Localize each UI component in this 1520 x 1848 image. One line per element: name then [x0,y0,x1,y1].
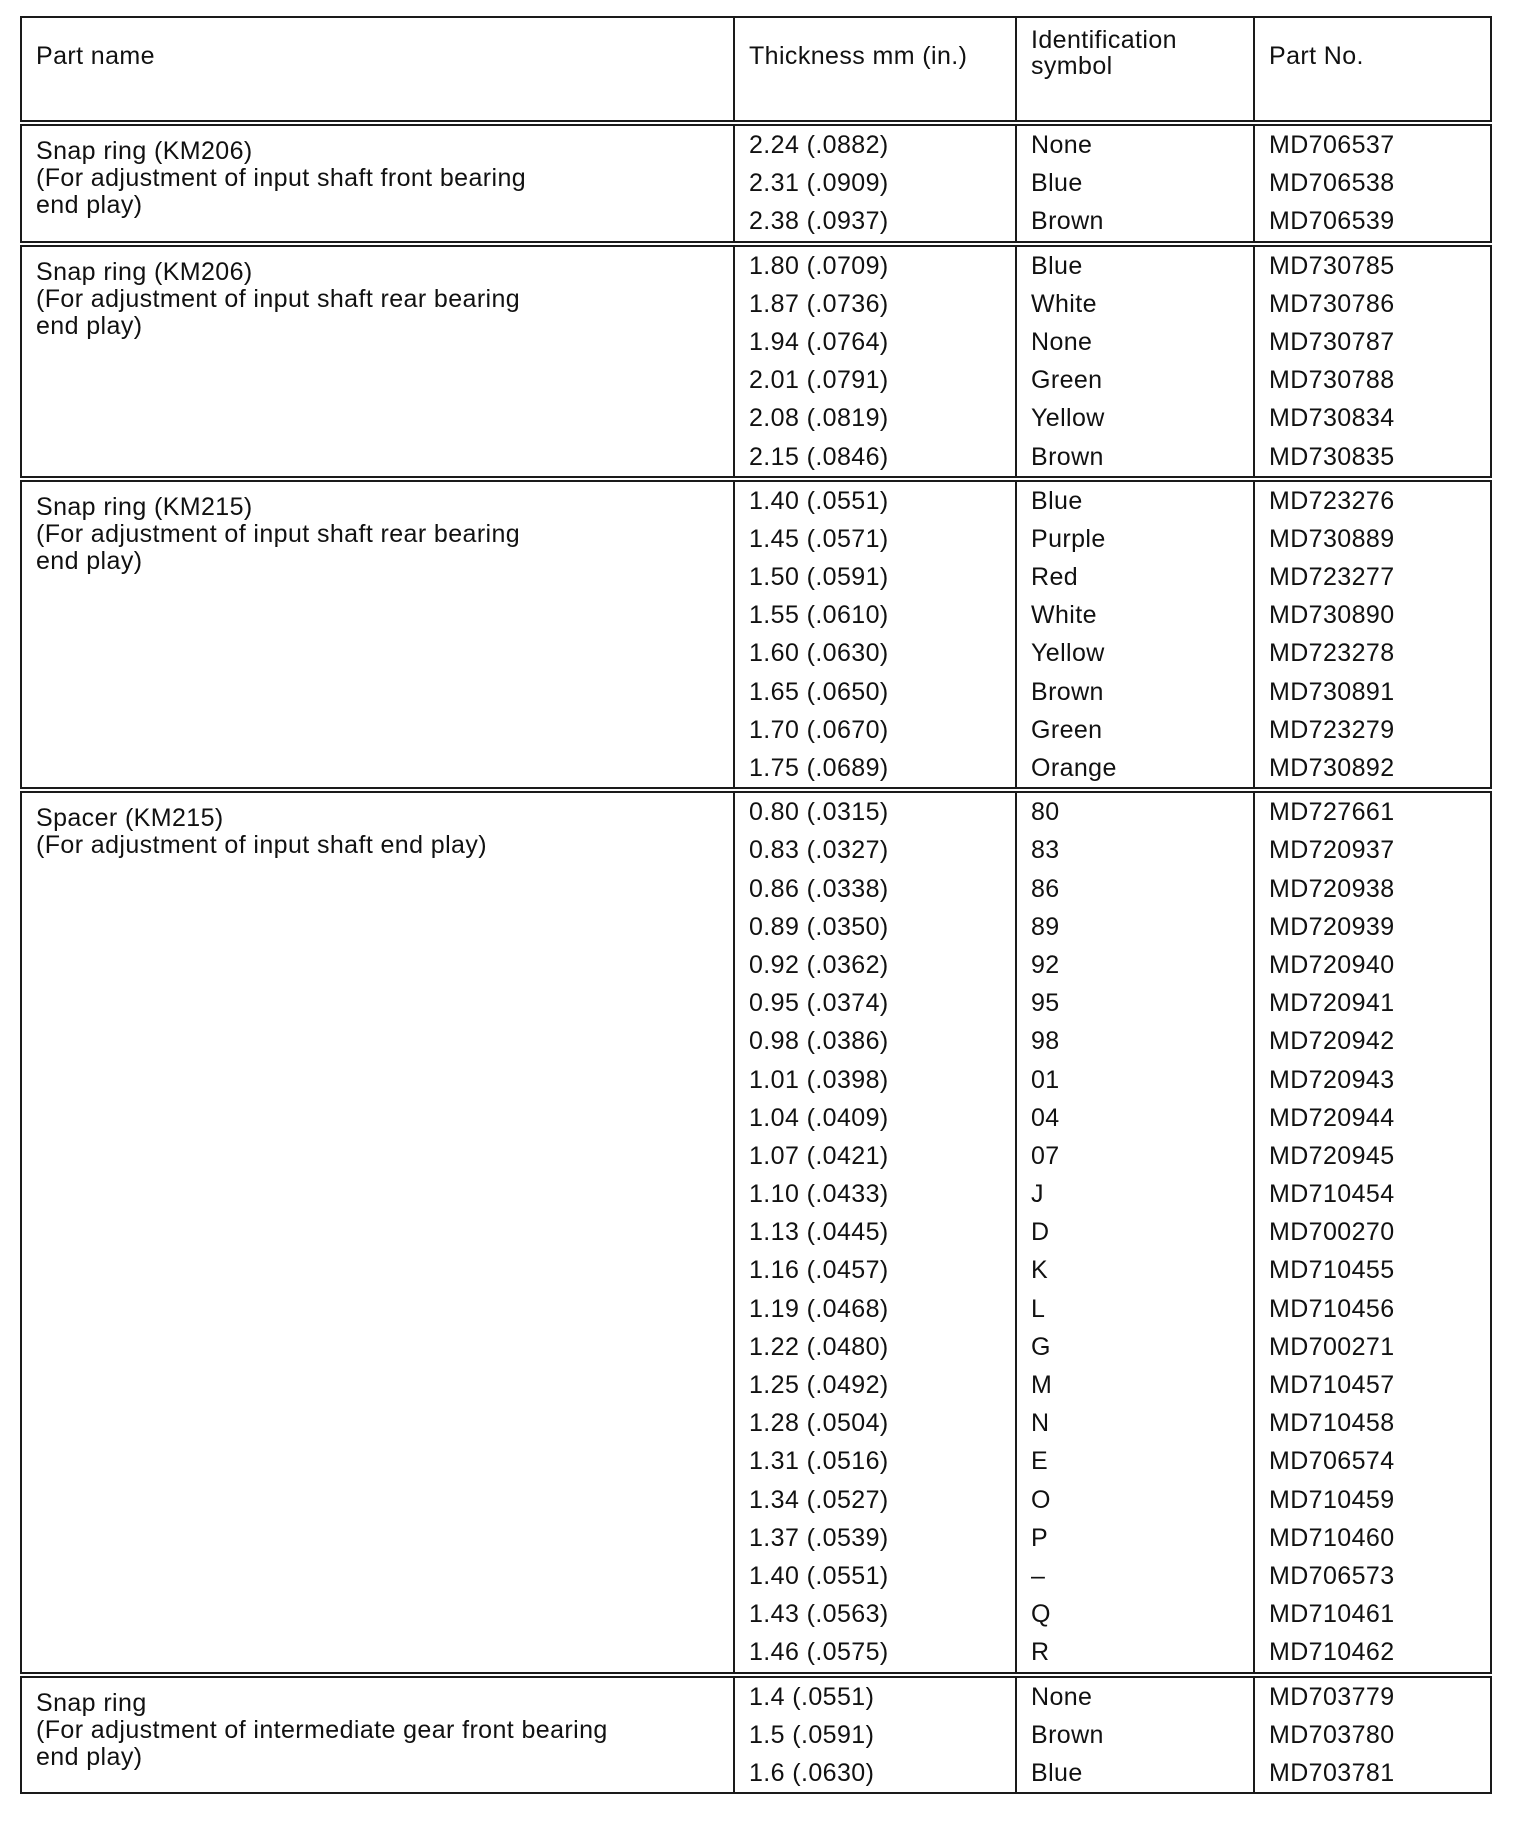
symbol-cell-list [1031,482,1239,788]
part-name-line: (For adjustment of intermediate gear front bearing [36,1715,608,1744]
part-no-value: MD730786 [1269,289,1395,318]
part-name-line: Spacer (KM215) [36,804,224,833]
part-no-value: MD710456 [1269,1294,1395,1323]
thickness-value: 1.80 (.0709) [749,251,889,280]
thickness-cell-list [749,482,1001,788]
symbol-value: K [1031,1256,1049,1285]
part-no-value: MD723277 [1269,563,1395,592]
symbol-value: 89 [1031,912,1060,941]
part-name-line: end play) [36,1742,143,1771]
thickness-value: 1.25 (.0492) [749,1371,889,1399]
thickness-value: 1.4 (.0551) [749,1682,875,1711]
part-no-value: MD710461 [1269,1600,1395,1629]
symbol-cell [1016,790,1254,1674]
part-no-value: MD710455 [1269,1256,1395,1285]
symbol-value: 98 [1031,1027,1060,1056]
thickness-value: 1.07 (.0421) [749,1141,889,1170]
part-no-value: MD710454 [1269,1180,1395,1209]
symbol-value: L [1031,1294,1046,1323]
symbol-value: J [1031,1180,1044,1209]
thickness-value: 1.6 (.0630) [749,1758,875,1787]
symbol-cell [1016,479,1254,791]
thickness-value: 1.60 (.0630) [749,639,889,668]
part-no-cell-list [1269,126,1476,241]
header-identification-symbol [1016,17,1254,123]
thickness-value: 1.87 (.0736) [749,289,889,318]
thickness-value: 1.43 (.0563) [749,1600,889,1629]
symbol-value: White [1031,601,1097,630]
part-name-line: (For adjustment of input shaft rear bearing [36,519,521,548]
part-no-cell [1254,244,1491,479]
part-no-value: MD720943 [1269,1065,1395,1094]
symbol-cell [1016,123,1254,244]
part-name-line: (For adjustment of input shaft rear bearing [36,284,521,313]
part-no-cell-list [1269,482,1476,788]
thickness-value: 1.01 (.0398) [749,1065,889,1094]
thickness-value: 1.31 (.0516) [749,1447,889,1476]
thickness-cell [734,1675,1016,1794]
part-no-value: MD730834 [1269,404,1395,433]
part-name-line: (For adjustment of input shaft front bearing [36,164,527,192]
thickness-value: 0.80 (.0315) [749,798,889,827]
symbol-value: Red [1031,563,1079,592]
thickness-cell-list [749,793,1001,1671]
thickness-cell [734,479,1016,791]
symbol-value: White [1031,289,1097,318]
thickness-value: 1.65 (.0650) [749,677,889,706]
symbol-value: None [1031,131,1093,159]
symbol-value: M [1031,1371,1053,1399]
symbol-value: G [1031,1332,1051,1361]
table-group [21,790,1491,1674]
header-id-line1: Identification [1031,26,1177,54]
part-no-value: MD710462 [1269,1638,1395,1667]
table-group [21,1675,1491,1794]
symbol-value: Brown [1031,677,1104,706]
symbol-value: Green [1031,715,1103,744]
part-no-value: MD720945 [1269,1141,1395,1170]
thickness-value: 1.10 (.0433) [749,1180,889,1209]
part-no-value: MD710457 [1269,1371,1395,1399]
symbol-cell [1016,1675,1254,1794]
part-no-cell-list [1269,247,1476,476]
table-row [21,790,1491,1674]
thickness-value: 1.55 (.0610) [749,601,889,630]
part-no-value: MD720942 [1269,1027,1395,1056]
thickness-value: 1.50 (.0591) [749,563,889,592]
part-no-value: MD710460 [1269,1523,1395,1552]
symbol-value: Blue [1031,486,1083,515]
thickness-value: 2.31 (.0909) [749,169,889,198]
part-no-value: MD720938 [1269,874,1395,903]
symbol-cell [1016,244,1254,479]
symbol-value: Q [1031,1600,1051,1629]
part-no-value: MD720940 [1269,950,1395,979]
part-no-value: MD723276 [1269,486,1395,515]
header-part-name: Part name [21,17,734,123]
part-no-value: MD730787 [1269,327,1395,356]
thickness-value: 1.70 (.0670) [749,715,889,744]
symbol-value: Orange [1031,754,1117,782]
symbol-value: 07 [1031,1141,1060,1170]
symbol-value: Brown [1031,207,1104,236]
thickness-value: 1.45 (.0571) [749,524,889,553]
thickness-value: 1.40 (.0551) [749,486,889,515]
table-group [21,123,1491,244]
thickness-value: 0.89 (.0350) [749,912,889,941]
part-name-cell [21,1675,734,1794]
part-no-cell-list [1269,793,1476,1671]
thickness-value: 1.28 (.0504) [749,1409,889,1438]
part-no-value: MD700271 [1269,1332,1395,1361]
parts-table [20,16,1492,1794]
thickness-value: 0.83 (.0327) [749,836,889,865]
part-no-value: MD703779 [1269,1682,1395,1711]
part-name-line: Snap ring (KM206) [36,137,253,165]
part-no-value: MD720941 [1269,989,1395,1018]
symbol-value: R [1031,1638,1050,1667]
thickness-cell [734,790,1016,1674]
symbol-value: Brown [1031,1720,1104,1749]
symbol-value: 04 [1031,1103,1060,1132]
header-thickness: Thickness mm (in.) [734,17,1016,123]
part-no-value: MD730890 [1269,601,1395,630]
symbol-value: Blue [1031,251,1083,280]
part-name-cell [21,244,734,479]
symbol-value: P [1031,1523,1049,1552]
part-name-line: Snap ring (KM206) [36,257,253,286]
symbol-cell-list [1031,793,1239,1671]
part-no-value: MD706537 [1269,131,1395,159]
thickness-value: 0.98 (.0386) [749,1027,889,1056]
part-name-line: Snap ring [36,1688,147,1717]
thickness-value: 1.75 (.0689) [749,754,889,782]
thickness-cell-list [749,247,1001,476]
symbol-value: Blue [1031,1758,1083,1787]
thickness-value: 0.92 (.0362) [749,950,889,979]
symbol-value: Blue [1031,169,1083,198]
symbol-value: E [1031,1447,1049,1476]
part-no-value: MD706574 [1269,1447,1395,1476]
part-no-value: MD723279 [1269,715,1395,744]
part-no-cell [1254,1675,1491,1794]
part-no-value: MD720937 [1269,836,1395,865]
part-name-line: end play) [36,191,143,219]
thickness-value: 1.94 (.0764) [749,327,889,356]
part-no-value: MD710458 [1269,1409,1395,1438]
part-no-cell-list [1269,1678,1476,1793]
header-id-line2: symbol [1031,52,1113,80]
symbol-value: Brown [1031,442,1104,471]
thickness-value: 2.15 (.0846) [749,442,889,471]
thickness-value: 1.5 (.0591) [749,1720,875,1749]
symbol-value: 83 [1031,836,1060,865]
symbol-value: 80 [1031,798,1060,827]
thickness-value: 0.95 (.0374) [749,989,889,1018]
table-row [21,123,1491,244]
thickness-value: 2.24 (.0882) [749,131,889,159]
part-no-value: MD730788 [1269,366,1395,395]
part-name-cell [21,790,734,1674]
symbol-value: D [1031,1218,1050,1247]
table-row [21,479,1491,791]
part-no-value: MD706538 [1269,169,1395,198]
thickness-value: 1.13 (.0445) [749,1218,889,1247]
symbol-value: Yellow [1031,639,1105,668]
thickness-value: 1.22 (.0480) [749,1332,889,1361]
symbol-value: 92 [1031,950,1060,979]
part-no-value: MD706573 [1269,1561,1395,1590]
symbol-value: 01 [1031,1065,1060,1094]
part-no-value: MD730889 [1269,524,1395,553]
part-no-value: MD730892 [1269,754,1395,782]
part-no-value: MD730835 [1269,442,1395,471]
part-no-value: MD703781 [1269,1758,1395,1787]
symbol-value: 95 [1031,989,1060,1018]
part-name-line: (For adjustment of input shaft end play) [36,831,487,860]
table-row [21,1675,1491,1794]
thickness-cell [734,123,1016,244]
thickness-value: 1.37 (.0539) [749,1523,889,1552]
part-name-line: end play) [36,546,143,575]
thickness-value: 2.38 (.0937) [749,207,889,236]
symbol-cell-list [1031,126,1239,241]
part-name-line: end play) [36,311,143,340]
table-group [21,479,1491,791]
thickness-value: 1.34 (.0527) [749,1485,889,1514]
thickness-cell-list [749,126,1001,241]
symbol-value: Green [1031,366,1103,395]
symbol-value: – [1031,1561,1046,1590]
part-name-line: Snap ring (KM215) [36,492,253,521]
header-part-no: Part No. [1254,17,1491,123]
thickness-value: 1.40 (.0551) [749,1561,889,1590]
thickness-value: 1.04 (.0409) [749,1103,889,1132]
header-row [21,17,1491,123]
symbol-value: N [1031,1409,1050,1438]
part-no-cell [1254,123,1491,244]
part-no-value: MD720939 [1269,912,1395,941]
symbol-cell-list [1031,1678,1239,1793]
table-group [21,244,1491,479]
thickness-cell [734,244,1016,479]
table-header [21,17,1491,123]
thickness-value: 2.01 (.0791) [749,366,889,395]
part-no-value: MD727661 [1269,798,1395,827]
part-no-value: MD703780 [1269,1720,1395,1749]
part-name-cell [21,479,734,791]
symbol-value: None [1031,327,1093,356]
table-row [21,244,1491,479]
thickness-value: 1.19 (.0468) [749,1294,889,1323]
part-no-value: MD730891 [1269,677,1395,706]
thickness-cell-list [749,1678,1001,1793]
symbol-value: Yellow [1031,404,1105,433]
thickness-value: 2.08 (.0819) [749,404,889,433]
symbol-value: None [1031,1682,1093,1711]
part-no-value: MD720944 [1269,1103,1395,1132]
part-name-cell [21,123,734,244]
symbol-value: Purple [1031,524,1106,553]
part-no-value: MD730785 [1269,251,1395,280]
part-no-cell [1254,790,1491,1674]
part-no-value: MD710459 [1269,1485,1395,1514]
symbol-value: 86 [1031,874,1060,903]
symbol-cell-list [1031,247,1239,476]
thickness-value: 0.86 (.0338) [749,874,889,903]
thickness-value: 1.46 (.0575) [749,1638,889,1667]
symbol-value: O [1031,1485,1051,1514]
part-no-value: MD723278 [1269,639,1395,668]
thickness-value: 1.16 (.0457) [749,1256,889,1285]
part-no-value: MD700270 [1269,1218,1395,1247]
part-no-value: MD706539 [1269,207,1395,236]
part-no-cell [1254,479,1491,791]
